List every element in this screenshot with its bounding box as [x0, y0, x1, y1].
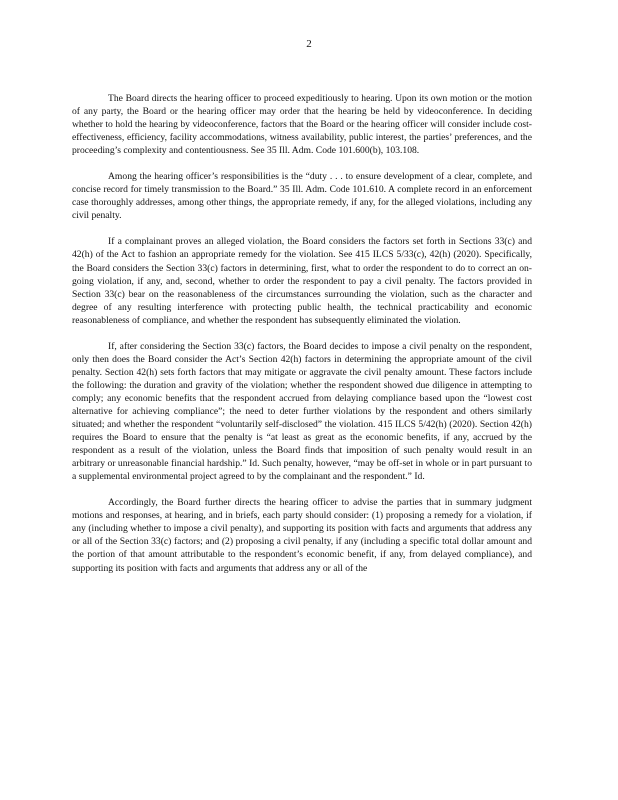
paragraph-section-33c-factors: If a complainant proves an alleged violation, the Board considers the factors set forth in Sections 33(c) and 42(h) of the Act to fashion an appropriate remedy for the violation. See 415 ILCS 5/33(c), 42(h) (2020). Specifically, the Board considers the Section 33(c) factors in determining, first, what to order the respondent to do to correct an on-going violation, if any, and, second, whether to order the respondent to pay a civil penalty. The factors provided in Section 33(c) bear on the reasonableness of the circumstances surrounding the violation, such as the character and degree of any resulting interference with protecting public health, the technical practicability and economic reasonableness of compliance, and whether the respondent has subsequently eliminated the violation. — [72, 236, 532, 326]
paragraph-hearing-directive: The Board directs the hearing officer to proceed expeditiously to hearing. Upon its own motion or the motion of any party, the Board or the hearing officer may order that the hearing be held by videoconference. In deciding whether to hold the hearing by videoconference, factors that the Board or the hearing officer will consider include cost-effectiveness, efficiency, facility accommodations, witness availability, public interest, the parties’ preferences, and the proceeding’s complexity and contentiousness. See 35 Ill. Adm. Code 101.600(b), 103.108. — [72, 93, 532, 157]
document-body — [72, 92, 532, 575]
paragraph-hearing-officer-duties: Among the hearing officer’s responsibilities is the “duty . . . to ensure development of a clear, complete, and concise record for timely transmission to the Board.” 35 Ill. Adm. Code 101.610. A complete record in an enforcement case thoroughly addresses, among other things, the appropriate remedy, if any, for the alleged violations, including any civil penalty. — [72, 171, 532, 222]
page-number: 2 — [306, 38, 312, 50]
paragraph-party-instructions: Accordingly, the Board further directs the hearing officer to advise the parties that in summary judgment motions and responses, at hearing, and in briefs, each party should consider: (1) proposing a remedy for a violation, if any (including whether to impose a civil penalty), and supporting its position with facts and arguments that address any or all of the Section 33(c) factors; and (2) proposing a civil penalty, if any (including a specific total dollar amount and the portion of that amount attributable to the respondent’s economic benefit, if any, from delayed compliance), and supporting its position with facts and arguments that address any or all of the — [72, 497, 532, 574]
paragraph-section-42h-factors: If, after considering the Section 33(c) factors, the Board decides to impose a civil penalty on the respondent, only then does the Board consider the Act’s Section 42(h) factors in determining the appropriate amount of the civil penalty. Section 42(h) sets forth factors that may mitigate or aggravate the civil penalty amount. These factors include the following: the duration and gravity of the violation; whether the respondent showed due diligence in attempting to comply; any economic benefits that the respondent accrued from delaying compliance based upon the “lowest cost alternative for achieving compliance”; the need to deter further violations by the respondent and others similarly situated; and whether the respondent “voluntarily self-disclosed” the violation. 415 ILCS 5/42(h) (2020). Section 42(h) requires the Board to ensure that the penalty is “at least as great as the economic benefits, if any, accrued by the respondent as a result of the violation, unless the Board finds that imposition of such penalty would result in an arbitrary or unreasonable financial hardship.” Id. Such penalty, however, “may be off-set in whole or in part pursuant to a supplemental environmental project agreed to by the complainant and the respondent.” Id. — [72, 340, 532, 483]
